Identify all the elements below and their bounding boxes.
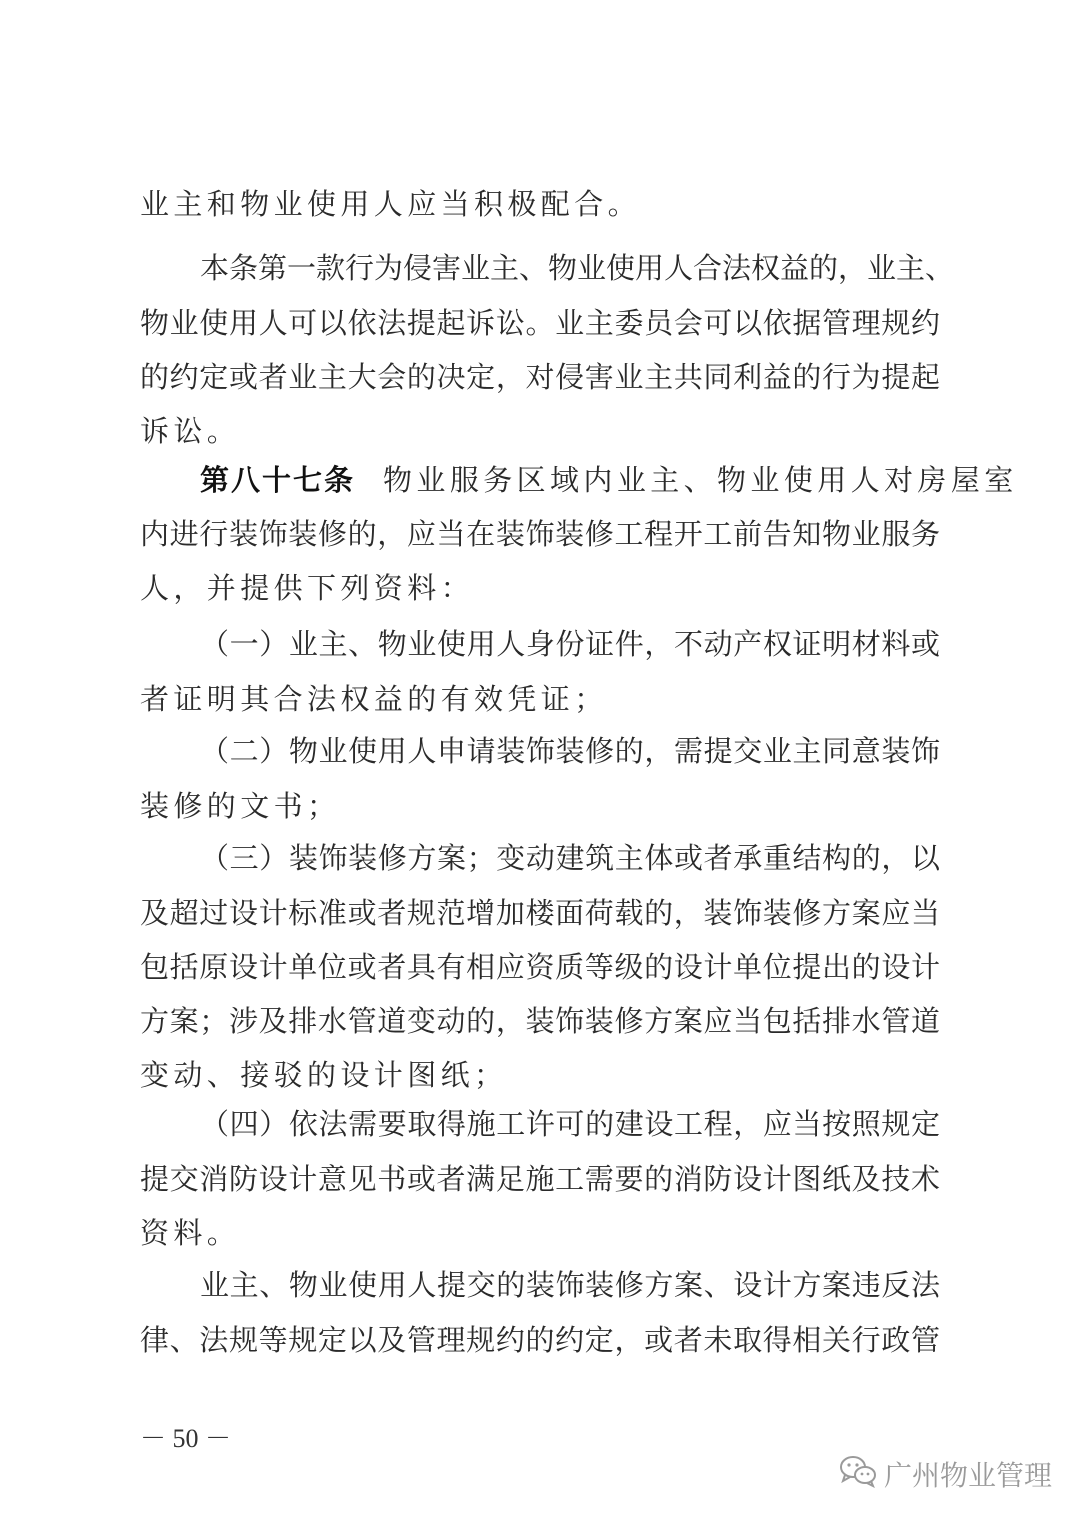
watermark-text: 广州物业管理	[884, 1459, 1053, 1492]
text-line: 人，并提供下列资料：	[140, 571, 475, 605]
text-line: 的约定或者业主大会的决定，对侵害业主共同利益的行为提起	[140, 360, 940, 394]
article-line	[200, 460, 1018, 500]
article-heading: 第八十七条	[200, 463, 356, 497]
text-line: 方案；涉及排水管道变动的，装饰装修方案应当包括排水管道	[140, 1004, 940, 1038]
text-line: （二）物业使用人申请装饰装修的，需提交业主同意装饰	[200, 734, 940, 768]
text-line: 业主和物业使用人应当积极配合。	[140, 187, 642, 221]
article-text: 物业服务区域内业主、物业使用人对房屋室	[383, 463, 1018, 497]
text-line: 者证明其合法权益的有效凭证；	[140, 682, 608, 716]
text-line: （一）业主、物业使用人身份证件，不动产权证明材料或	[200, 627, 940, 661]
text-line: 提交消防设计意见书或者满足施工需要的消防设计图纸及技术	[140, 1162, 940, 1196]
text-line: 变动、接驳的设计图纸；	[140, 1058, 508, 1092]
wechat-icon	[838, 1454, 878, 1495]
text-line: 诉讼。	[140, 414, 241, 448]
watermark	[838, 1452, 1052, 1496]
text-line: 内进行装饰装修的，应当在装饰装修工程开工前告知物业服务	[140, 517, 940, 551]
text-line: 本条第一款行为侵害业主、物业使用人合法权益的，业主、	[200, 251, 955, 285]
text-line: 及超过设计标准或者规范增加楼面荷载的，装饰装修方案应当	[140, 896, 940, 930]
text-line: 律、法规等规定以及管理规约的约定，或者未取得相关行政管	[140, 1323, 940, 1357]
text-line: 装修的文书；	[140, 789, 341, 823]
text-line: 资料。	[140, 1216, 241, 1250]
text-line: 物业使用人可以依法提起诉讼。业主委员会可以依据管理规约	[140, 306, 940, 340]
text-line: 业主、物业使用人提交的装饰装修方案、设计方案违反法	[200, 1268, 940, 1302]
text-line: 包括原设计单位或者具有相应资质等级的设计单位提出的设计	[140, 950, 940, 984]
page-number: － 50 －	[140, 1424, 232, 1453]
text-line: （四）依法需要取得施工许可的建设工程，应当按照规定	[200, 1107, 940, 1141]
text-line: （三）装饰装修方案；变动建筑主体或者承重结构的，以	[200, 841, 940, 875]
